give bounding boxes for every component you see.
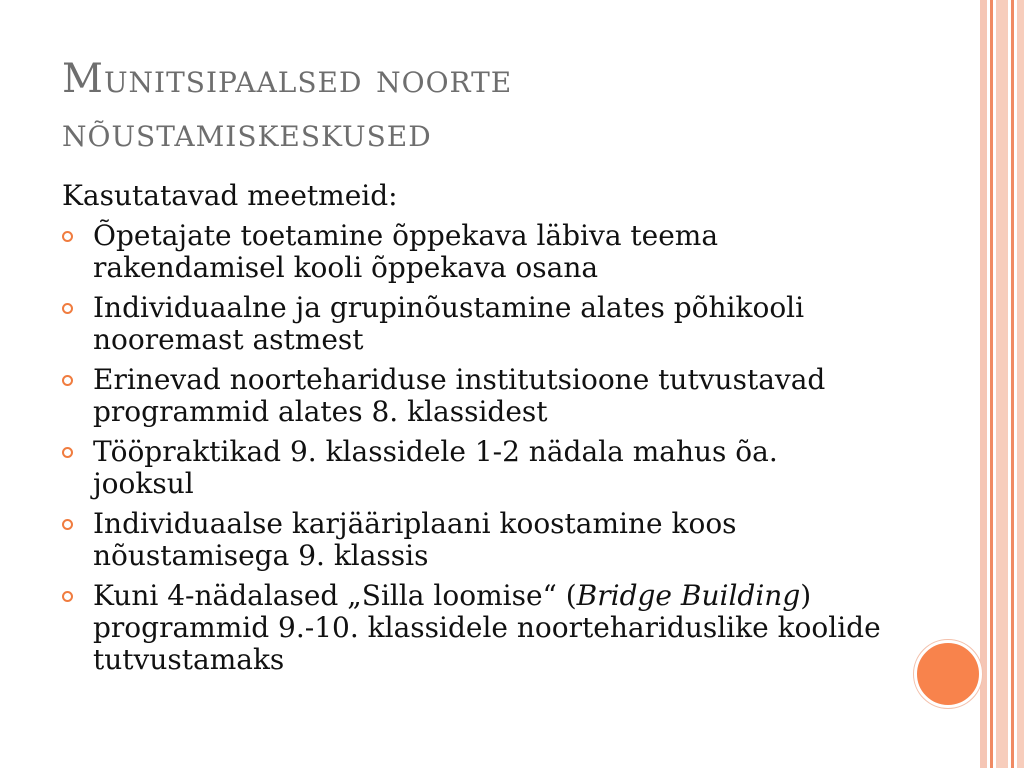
list-item: [62, 508, 882, 572]
intro-text: Kasutatavad meetmeid:: [62, 179, 398, 212]
circle-bullet-icon: [62, 231, 73, 242]
decorative-circle: [914, 640, 982, 708]
bullet-text: Individuaalse karjääriplaani koostamine koos nõustamisega 9. klassis: [93, 507, 737, 572]
list-item: [62, 292, 882, 356]
list-item: [62, 436, 882, 500]
bullet-text-before: Kuni 4-nädalased „Silla loomise“ (: [93, 579, 577, 612]
stripe: [1017, 0, 1024, 768]
title-line-2: nõustamiskeskused: [62, 110, 432, 156]
bullet-text: Tööpraktikad 9. klassidele 1-2 nädala mahus õa. jooksul: [93, 435, 778, 500]
slide-title: [62, 52, 922, 160]
stripe: [990, 0, 993, 768]
bullet-text: Individuaalne ja grupinõustamine alates põhikooli nooremast astmest: [93, 291, 805, 356]
bullet-text-italic: Bridge Building: [576, 579, 801, 612]
circle-bullet-icon: [62, 519, 73, 530]
circle-bullet-icon: [62, 375, 73, 386]
bullet-text: Erinevad noortehariduse institutsioone tutvustavad programmid alates 8. klassidest: [93, 363, 826, 428]
circle-bullet-icon: [62, 591, 73, 602]
bullet-list: [62, 220, 882, 676]
list-item: [62, 364, 882, 428]
stripe: [1011, 0, 1014, 768]
list-item: [62, 580, 882, 676]
bullet-text: Õpetajate toetamine õppekava läbiva teema rakendamisel kooli õppekava osana: [93, 219, 719, 284]
stripe: [980, 0, 987, 768]
circle-bullet-icon: [62, 303, 73, 314]
title-line-1: Munitsipaalsed noorte: [62, 56, 513, 102]
bullet-text-after: ) programmid 9.-10. klassidele noortehariduslike koolide tutvustamaks: [93, 579, 881, 676]
slide-content: [62, 180, 882, 684]
stripe: [996, 0, 1008, 768]
circle-bullet-icon: [62, 447, 73, 458]
decorative-stripes: [980, 0, 1024, 768]
list-item: [62, 220, 882, 284]
